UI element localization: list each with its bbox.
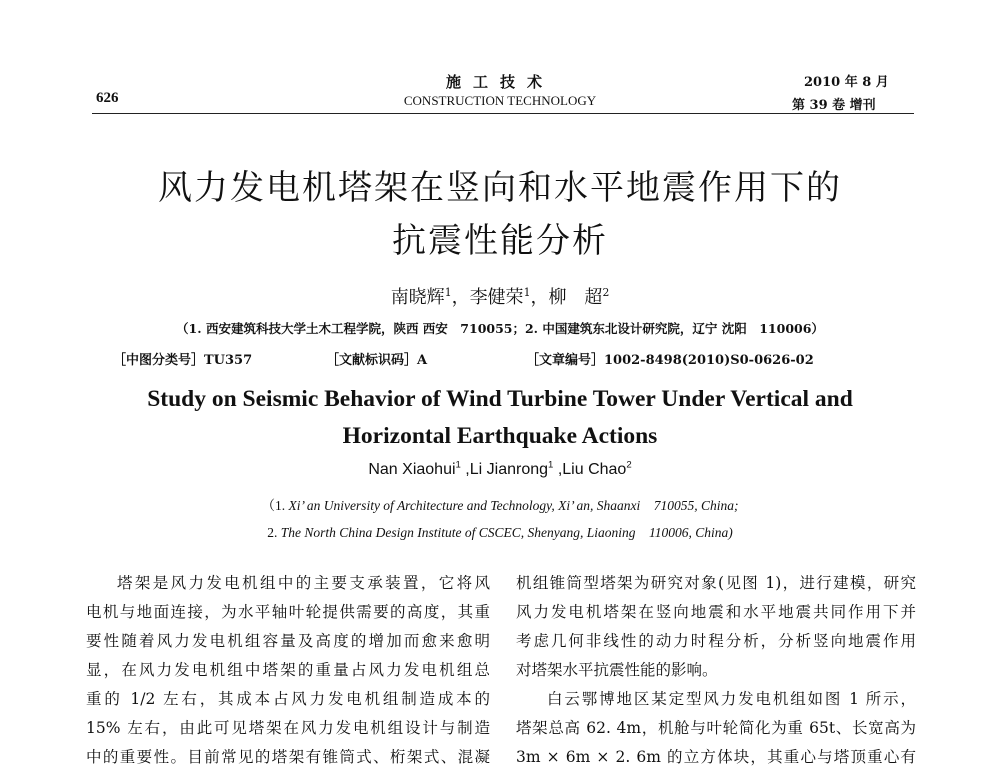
- author-cn-2: 李健荣: [469, 287, 524, 308]
- author-cn-3-affiliation: 2: [602, 286, 610, 299]
- journal-name-cn: 施工技术: [445, 73, 554, 91]
- affiliation-en-2-tail: 110006, China): [635, 525, 733, 540]
- author-cn-3: 柳 超: [548, 287, 603, 308]
- title-cn-line-2: 抗震性能分析: [392, 221, 608, 261]
- body-line: 考虑几何非线性的动力时程分析，分析竖向地震作用: [516, 632, 916, 650]
- affiliation-en-2-text: The North China Design Institute of CSCEC, Shenyang, Liaoning: [280, 525, 636, 540]
- body-column-left: [86, 569, 490, 772]
- author-separator: ，: [451, 287, 470, 308]
- author-cn-2-affiliation: 1: [523, 286, 531, 299]
- title-en-line-1: Study on Seismic Behavior of Wind Turbine Tower Under Vertical and: [147, 386, 853, 412]
- body-line: 15% 左右，由此可见塔架在风力发电机组设计与制造: [86, 719, 490, 737]
- author-separator: ,: [553, 461, 563, 478]
- body-line: 重的 1/2 左右，其成本占风力发电机组制造成本的: [86, 690, 490, 708]
- affiliation-en-2: [0, 521, 1000, 541]
- body-line: 塔架是风力发电机组中的主要支承装置，它将风: [117, 574, 490, 592]
- body-line: 白云鄂博地区某定型风力发电机组如图 1 所示，: [547, 690, 916, 708]
- article-number: ［文章编号］1002-8498(2010)S0-0626-02: [526, 353, 814, 368]
- author-en-1-affiliation: 1: [455, 459, 461, 471]
- body-column-right: [516, 569, 916, 772]
- author-en-3-affiliation: 2: [626, 459, 632, 471]
- body-line: 风力发电机塔架在竖向地震和水平地震共同作用下并: [516, 603, 916, 621]
- author-en-3: Liu Chao: [562, 461, 627, 478]
- header-rule: [92, 113, 914, 114]
- body-line: 电机与地面连接，为水平轴叶轮提供需要的高度，其重: [86, 603, 490, 621]
- affiliation-en-1: [0, 494, 1000, 514]
- authors-en: [0, 461, 1000, 479]
- body-line: 要性随着风力发电机组容量及高度的增加而愈来愈明: [86, 632, 490, 650]
- author-separator: ，: [530, 287, 549, 308]
- author-cn-1: 南晓辉: [390, 287, 445, 308]
- page-number: 626: [96, 90, 119, 106]
- affiliation-en-1-text: Xi’ an University of Architecture and Technology, Xi’ an, Shaanxi: [288, 498, 641, 513]
- author-cn-1-affiliation: 1: [444, 286, 452, 299]
- affiliation-en-1-prefix: （1.: [261, 498, 289, 513]
- author-separator: ,: [460, 461, 470, 478]
- issue-date: 2010 年 8 月: [804, 75, 889, 90]
- affiliation-en-1-tail: 710055, China;: [640, 498, 739, 513]
- volume-info: 第 39 卷 增刊: [792, 98, 876, 113]
- affiliation-en-2-prefix: 2.: [267, 525, 281, 540]
- author-en-2-affiliation: 1: [548, 459, 554, 471]
- body-line: 3m × 6m × 2. 6m 的立方体块，其重心与塔顶重心有: [516, 748, 916, 766]
- document-code: ［文献标识码］A: [326, 353, 428, 368]
- body-line: 机组锥筒型塔架为研究对象(见图 1)，进行建模，研究: [516, 574, 916, 592]
- title-en-line-2: Horizontal Earthquake Actions: [342, 423, 658, 449]
- body-line: 中的重要性。目前常见的塔架有锥筒式、桁架式、混凝: [86, 748, 490, 766]
- affiliation-cn: （1. 西安建筑科技大学土木工程学院，陕西 西安 710055；2. 中国建筑东北设计研究院，辽宁 沈阳 110006）: [176, 321, 824, 336]
- journal-name-en: CONSTRUCTION TECHNOLOGY: [403, 93, 597, 108]
- clc-number: ［中图分类号］TU357: [113, 353, 253, 368]
- body-line: 对塔架水平抗震性能的影响。: [516, 661, 718, 679]
- author-en-2: Li Jianrong: [469, 461, 549, 478]
- body-line: 塔架总高 62. 4m，机舱与叶轮简化为重 65t、长宽高为: [516, 719, 916, 737]
- body-line: 显，在风力发电机组中塔架的重量占风力发电机组总: [86, 661, 490, 679]
- author-en-1: Nan Xiaohui: [368, 461, 456, 478]
- authors-cn: [0, 283, 1000, 309]
- title-cn-line-1: 风力发电机塔架在竖向和水平地震作用下的: [158, 168, 842, 208]
